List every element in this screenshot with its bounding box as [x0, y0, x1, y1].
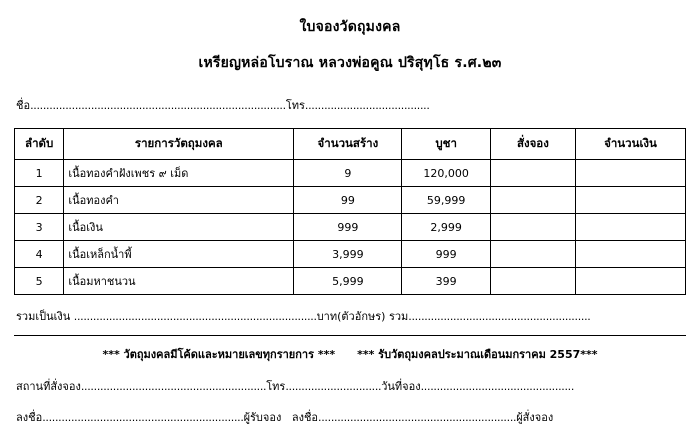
- cell-quantity-made: 3,999: [294, 241, 402, 268]
- phone-label: โทร: [285, 99, 305, 112]
- cell-amount[interactable]: [575, 241, 685, 268]
- cell-no: 4: [15, 241, 64, 268]
- divider: [14, 335, 686, 336]
- col-header-description: รายการวัตถุมงคล: [64, 129, 294, 160]
- cell-no: 5: [15, 268, 64, 295]
- cell-order[interactable]: [490, 160, 575, 187]
- place-label: สถานที่สั่งจอง: [16, 380, 81, 393]
- receiver-sign-label: ลงชื่อ: [16, 411, 43, 424]
- cell-order[interactable]: [490, 187, 575, 214]
- customer-name-row: [14, 96, 686, 114]
- table-row: [15, 241, 686, 268]
- note-code-numbering: *** วัตถุมงคลมีโค้ดและหมายเลขทุกรายการ ***: [102, 348, 336, 361]
- order-table: [14, 128, 686, 295]
- cell-description: เนื้อทองคำฝังเพชร ๙ เม็ด: [64, 160, 294, 187]
- orderer-role-label: ผู้สั่งจอง: [516, 411, 554, 424]
- page-title-primary: ใบจองวัดถุมงคล: [299, 19, 401, 35]
- cell-no: 3: [15, 214, 64, 241]
- order-date-field[interactable]: ................................................: [420, 380, 575, 393]
- cell-description: เนื้อเงิน: [64, 214, 294, 241]
- cell-amount[interactable]: [575, 160, 685, 187]
- signature-row: [14, 408, 686, 426]
- footer-phone-field[interactable]: ..............................: [285, 380, 382, 393]
- orderer-sign-field[interactable]: ..............................................................: [318, 411, 517, 424]
- table-row: [15, 268, 686, 295]
- table-row: [15, 187, 686, 214]
- cell-description: เนื้อทองคำ: [64, 187, 294, 214]
- col-header-price: บูชา: [402, 129, 490, 160]
- cell-price: 999: [402, 241, 490, 268]
- note-delivery-date: *** รับวัตถุมงคลประมาณเดือนมกราคม 2557***: [357, 348, 598, 361]
- cell-amount[interactable]: [575, 214, 685, 241]
- col-header-quantity-made: จำนวนสร้าง: [294, 129, 402, 160]
- cell-price: 59,999: [402, 187, 490, 214]
- name-label: ชื่อ: [16, 99, 31, 112]
- table-row: [15, 214, 686, 241]
- phone-field[interactable]: .......................................: [304, 99, 430, 112]
- col-header-order: สั่งจอง: [490, 129, 575, 160]
- footer-phone-label: โทร: [266, 380, 286, 393]
- col-header-amount: จำนวนเงิน: [575, 129, 685, 160]
- cell-order[interactable]: [490, 214, 575, 241]
- orderer-sign-label: ลงชื่อ: [291, 411, 319, 424]
- cell-price: 399: [402, 268, 490, 295]
- cell-description: เนื้อเหล็กน้ำพี้: [64, 241, 294, 268]
- cell-quantity-made: 5,999: [294, 268, 402, 295]
- cell-quantity-made: 999: [294, 214, 402, 241]
- cell-no: 1: [15, 160, 64, 187]
- receiver-sign-field[interactable]: ...............................................................: [42, 411, 244, 424]
- total-in-words-field[interactable]: .........................................................: [408, 310, 591, 323]
- cell-price: 2,999: [402, 214, 490, 241]
- cell-amount[interactable]: [575, 268, 685, 295]
- col-header-no: ลำดับ: [15, 129, 64, 160]
- cell-quantity-made: 9: [294, 160, 402, 187]
- cell-quantity-made: 99: [294, 187, 402, 214]
- cell-amount[interactable]: [575, 187, 685, 214]
- place-field[interactable]: ..........................................................: [80, 380, 267, 393]
- total-amount-field[interactable]: ............................................................................: [73, 310, 317, 323]
- page-title-secondary: เหรียญหล่อโบราณ หลวงพ่อคูณ ปริสุทฺโธ ร.ศ.๒๓: [198, 55, 502, 71]
- place-date-row: [14, 377, 686, 395]
- order-date-label: วันที่จอง: [381, 380, 421, 393]
- total-label: รวมเป็นเงิน: [16, 310, 71, 323]
- total-amount-row: [14, 307, 686, 325]
- receiver-role-label: ผู้รับจอง: [243, 411, 282, 424]
- cell-order[interactable]: [490, 241, 575, 268]
- cell-price: 120,000: [402, 160, 490, 187]
- name-field[interactable]: ................................................................................: [30, 99, 286, 112]
- cell-no: 2: [15, 187, 64, 214]
- cell-description: เนื้อมหาชนวน: [64, 268, 294, 295]
- table-header-row: [15, 129, 686, 160]
- cell-order[interactable]: [490, 268, 575, 295]
- total-in-words-label: บาท(ตัวอักษร) รวม: [316, 310, 409, 323]
- table-row: [15, 160, 686, 187]
- notes-row: [14, 345, 686, 363]
